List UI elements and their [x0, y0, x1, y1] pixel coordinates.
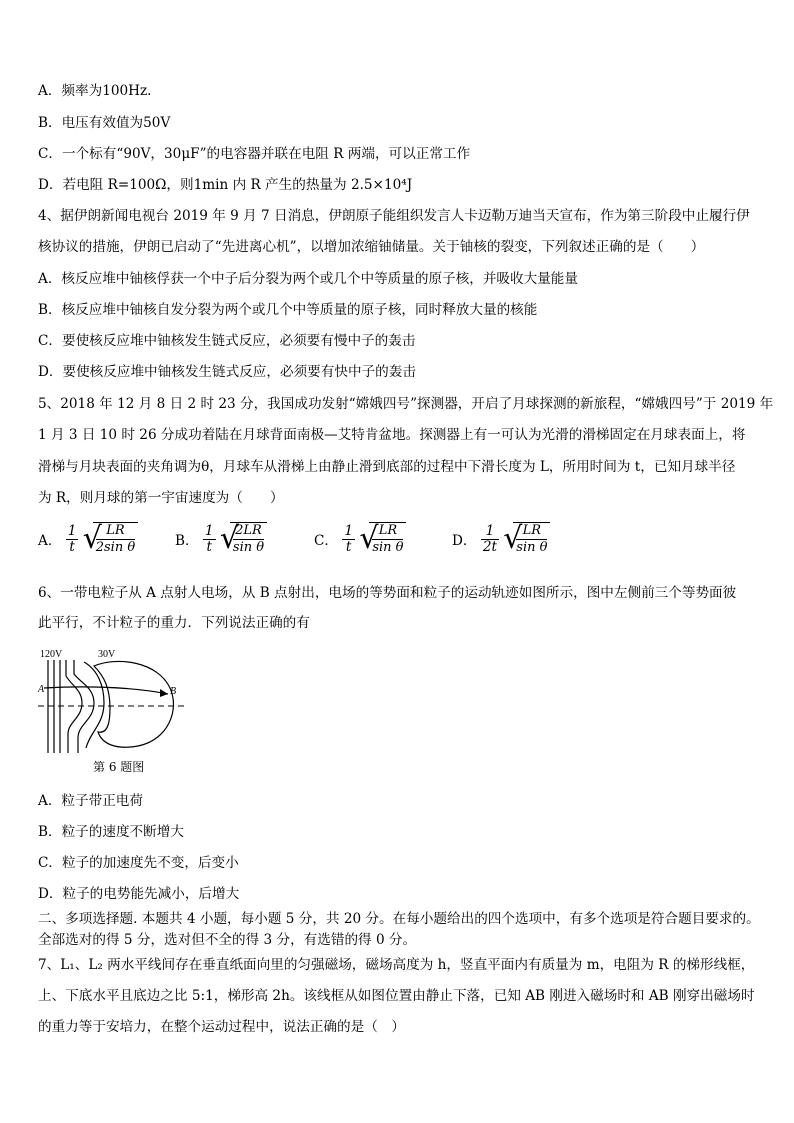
- radicand-num: LR: [96, 523, 135, 540]
- q4-stem-line1: 4、据伊朗新闻电视台 2019 年 9 月 7 日消息，伊朗原子能组织发言人卡迈勒万迪当天宣布，作为第三阶段中止履行伊: [38, 208, 750, 224]
- frac-den: t: [345, 538, 352, 555]
- q5-stem-line3: 滑梯与月块表面的夹角调为θ，月球车从滑梯上由静止滑到底部的过程中下滑长度为 L，所用时间为 t，已知月球半径: [38, 459, 736, 475]
- q7-stem-line1: 7、L₁、L₂ 两水平线间存在垂直纸面向里的匀强磁场，磁场高度为 h，竖直平面内有质量为 m，电阻为 R 的梯形线框，: [38, 957, 755, 973]
- q7-stem-line2: 上、下底水平且底边之比 5:1，梯形高 2h。该线框从如图位置由静止下落，已知 AB 刚进入磁场时和 AB 刚穿出磁场时: [38, 988, 755, 1004]
- q5-option-a: A． $\frac{1}{t}$ √ $\frac{LR}{\text{2sin θ}}$: [38, 522, 138, 556]
- q4-option-b: B．核反应堆中铀核自发分裂为两个或几个中等质量的原子核，同时释放大量的核能: [38, 302, 538, 318]
- q5-stem-line4: 为 R，则月球的第一宇宙速度为（ ）: [38, 490, 284, 506]
- q4-stem-line2: 核协议的措施，伊朗已启动了“先进离心机”，以增加浓缩铀储量。关于铀核的裂变，下列叙述正确的是（ ）: [38, 239, 705, 255]
- q6-stem-line1: 6、一带电粒子从 A 点射人电场，从 B 点射出，电场的等势面和粒子的运动轨迹如图所示，图中左侧前三个等势面彼: [38, 585, 737, 601]
- q7-stem-line3: 的重力等于安培力，在整个运动过程中，说法正确的是（ ）: [38, 1019, 406, 1035]
- frac-num: 1: [204, 522, 214, 539]
- frac-num: 1: [67, 522, 77, 539]
- label-30v: 30V: [98, 649, 116, 660]
- radicand-num: LR: [516, 523, 547, 540]
- frac-num: 1: [344, 522, 353, 539]
- q3-option-c: C．一个标有“90V，30μF”的电容器并联在电阻 R 两端，可以正常工作: [38, 146, 471, 162]
- section-heading-line1: 二、多项选择题. 本题共 4 小题，每小题 5 分，共 20 分。在每小题给出的四个选项中，有多个选项是符合题目要求的。: [38, 911, 760, 927]
- frac-num: 1: [481, 524, 499, 540]
- option-label: D．: [452, 533, 477, 549]
- option-label: C．: [314, 533, 338, 549]
- frac-den: 2t: [482, 538, 497, 555]
- radicand-num: 2LR: [233, 523, 264, 540]
- radicand-den: sin θ: [516, 540, 548, 555]
- q4-option-c: C．要使核反应堆中铀核发生链式反应，必须要有慢中子的轰击: [38, 333, 416, 349]
- radicand-num: LR: [372, 523, 403, 540]
- radicand-den: 2sin θ: [95, 540, 136, 555]
- q6-stem-line2: 此平行，不计粒子的重力．下列说法正确的有: [38, 615, 310, 631]
- figure-caption: 第 6 题图: [93, 760, 145, 774]
- q4-option-a: A．核反应堆中铀核俘获一个中子后分裂为两个或几个中等质量的原子核，并吸收大量能量: [38, 271, 578, 287]
- q6-option-a: A．粒子带正电荷: [38, 793, 143, 809]
- frac-den: t: [206, 538, 212, 555]
- q5-option-b: B． $\frac{1}{t}$ √ $\frac{2LR}{\text{sin θ}}$: [175, 522, 267, 556]
- q6-option-c: C．粒子的加速度先不变，后变小: [38, 855, 239, 871]
- label-a: A: [38, 684, 45, 695]
- option-label: A．: [38, 533, 62, 549]
- q6-option-d: D．粒子的电势能先减小，后增大: [38, 886, 240, 902]
- section-heading-line2: 全部选对的得 5 分，选对但不全的得 3 分，有选错的得 0 分。: [38, 932, 417, 948]
- q4-option-d: D．要使核反应堆中铀核发生链式反应，必须要有快中子的轰击: [38, 364, 416, 380]
- q3-option-a: A．频率为100Hz.: [38, 83, 152, 99]
- q5-option-c: C． $\frac{1}{t}$ √ $\frac{LR}{\text{sin θ}}$: [314, 522, 406, 556]
- q5-stem-line2: 1 月 3 日 10 时 26 分成功着陆在月球背面南极—艾特肯盆地。探测器上有一可认为光滑的滑梯固定在月球表面上，将: [38, 427, 746, 443]
- q3-option-d: D．若电阻 R=100Ω，则1min 内 R 产生的热量为 2.5×10⁴J: [38, 177, 413, 193]
- q3-option-b: B．电压有效值为50V: [38, 115, 171, 131]
- option-label: B．: [175, 533, 199, 549]
- radicand-den: sin θ: [232, 540, 265, 555]
- label-b: B: [170, 686, 177, 697]
- frac-den: t: [69, 538, 75, 555]
- q5-option-d: D． $\frac{1}{2t}$ √ $\frac{LR}{\text{sin θ}}$: [452, 522, 550, 556]
- q6-option-b: B．粒子的速度不断增大: [38, 824, 184, 840]
- radicand-den: sin θ: [372, 540, 404, 555]
- q5-stem-line1: 5、2018 年 12 月 8 日 2 时 23 分，我国成功发射“嫦娥四号”探测器，开启了月球探测的新旅程，“嫦娥四号”于 2019 年: [38, 396, 774, 412]
- label-120v: 120V: [40, 649, 63, 660]
